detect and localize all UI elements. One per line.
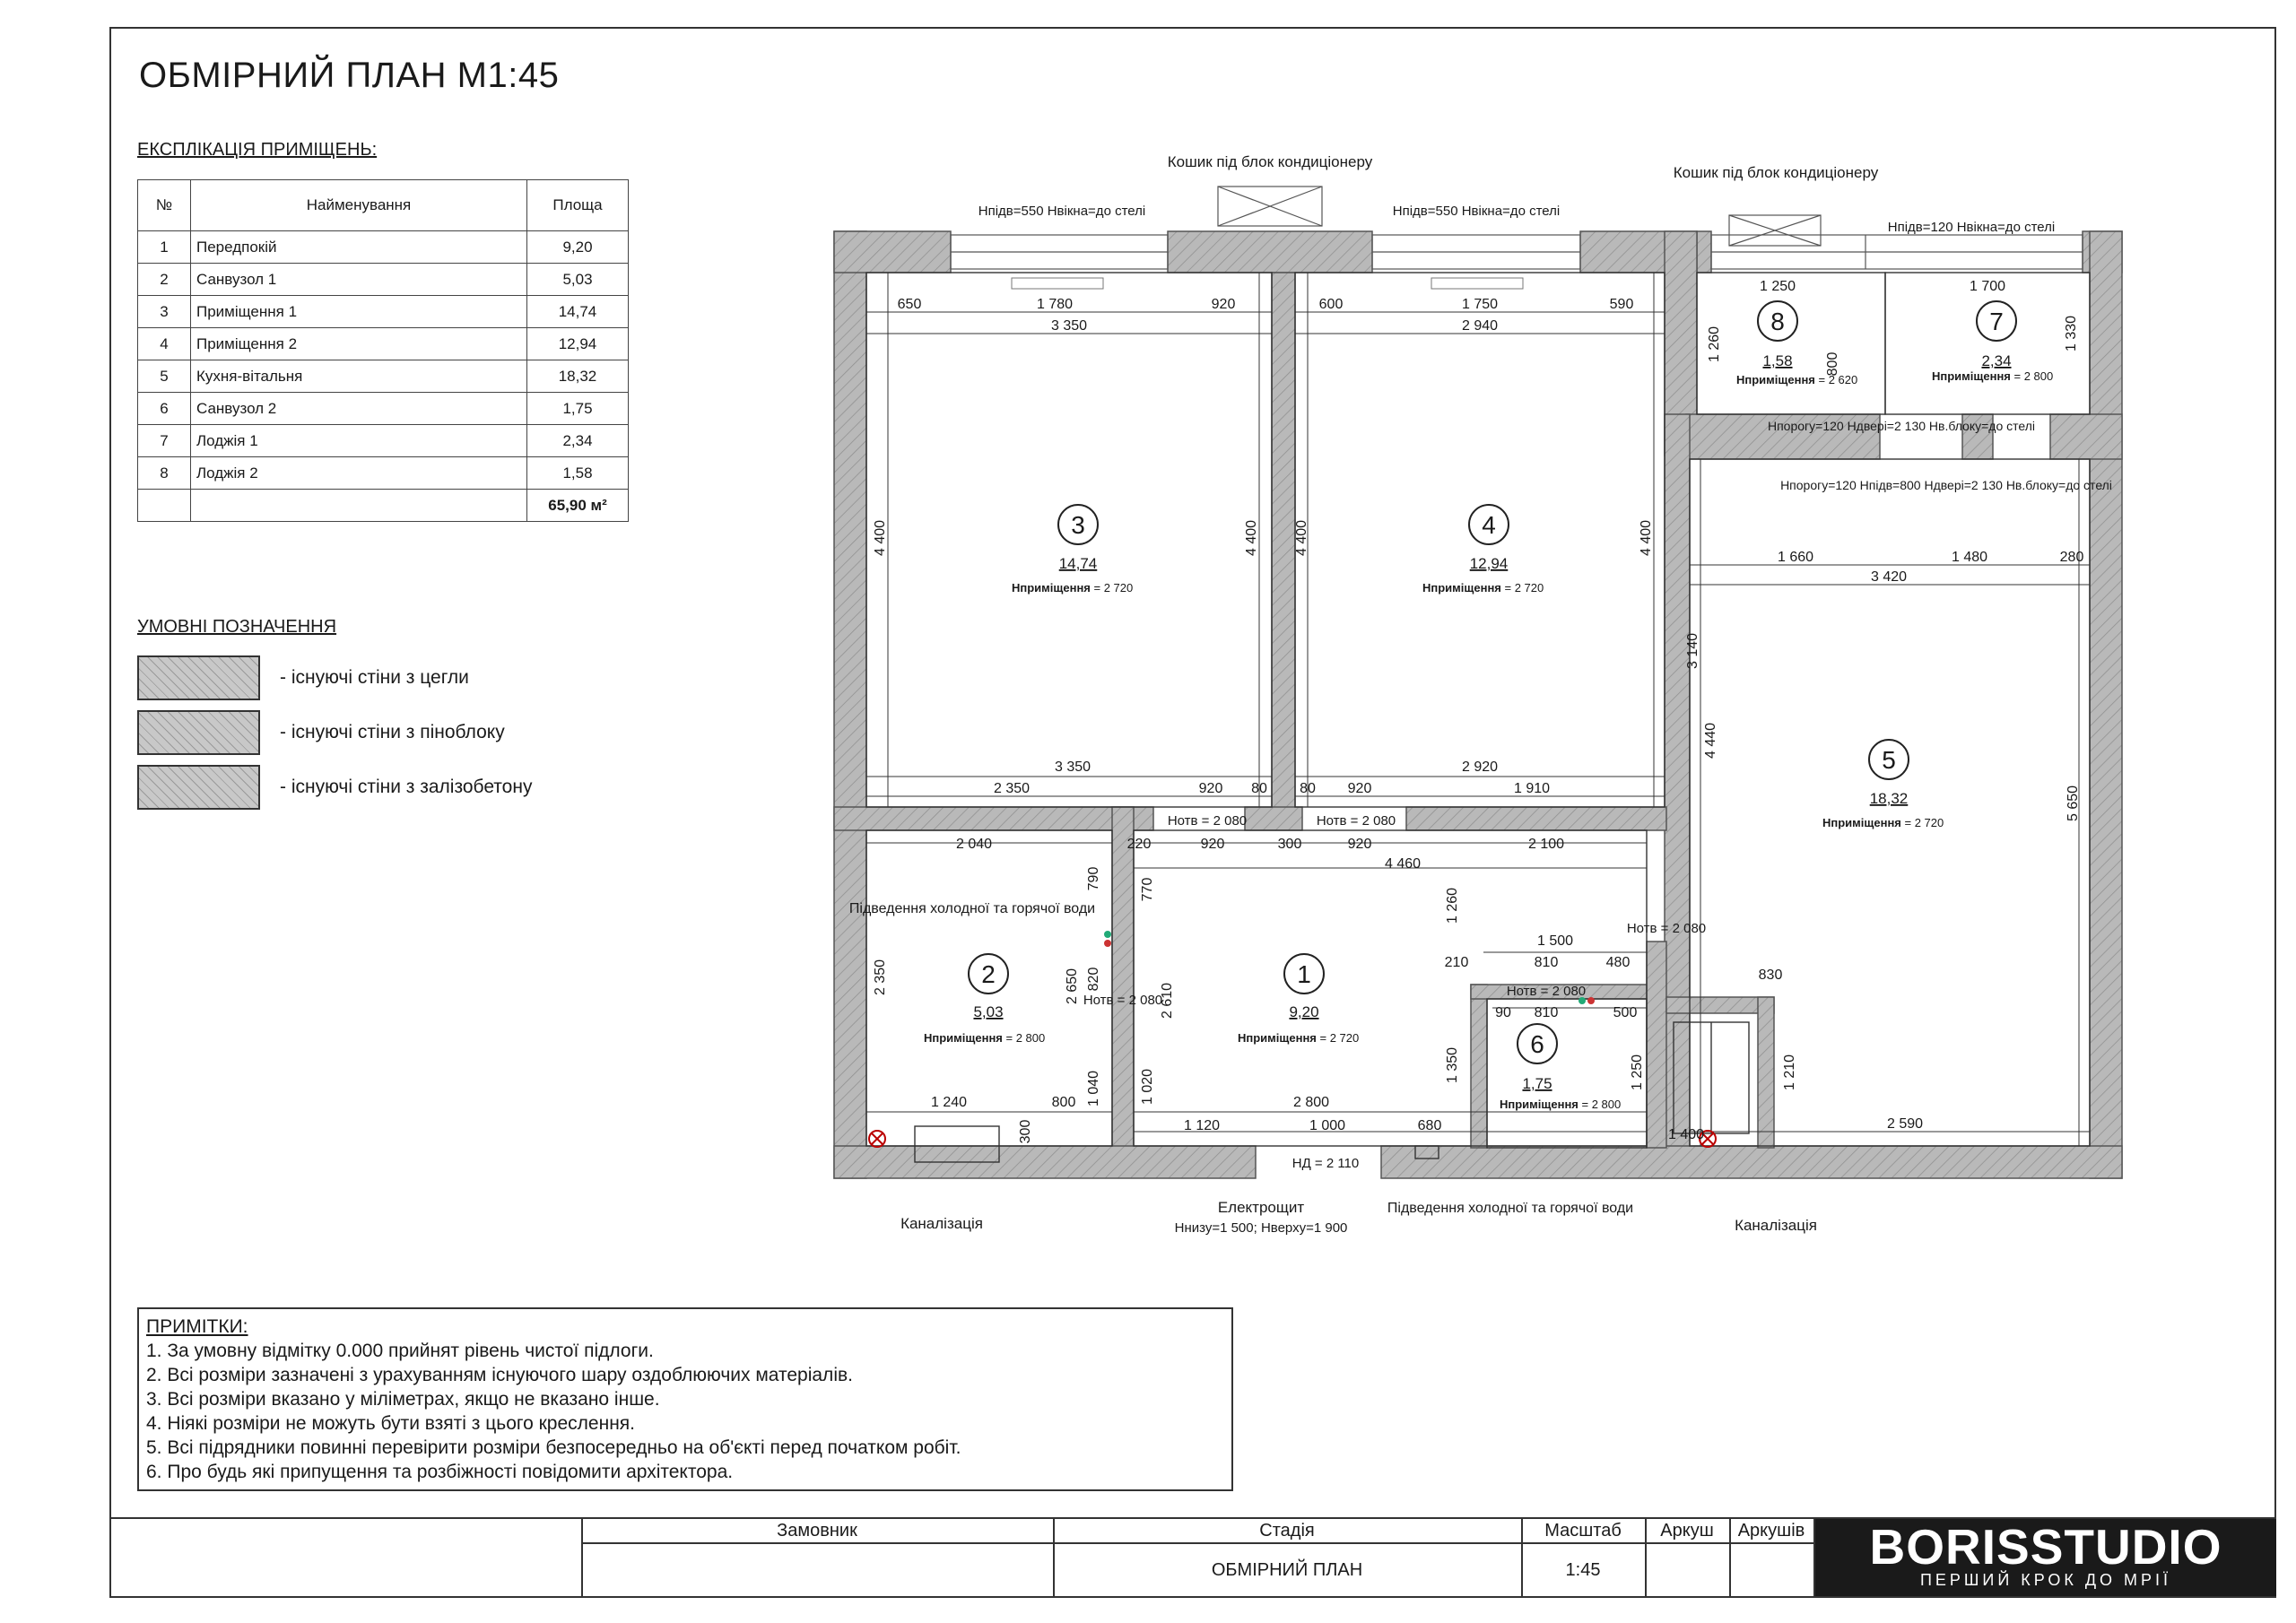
hot-water-icon: [1587, 997, 1595, 1004]
room-area: 1,75: [527, 393, 629, 425]
notes-box: [137, 1307, 1233, 1491]
electrical-panel-label: Електрощит: [1217, 1199, 1305, 1216]
radiator-icon: [1431, 278, 1523, 289]
stage-label: Стадія: [1259, 1521, 1315, 1541]
room-height-label: Hприміщення: [1822, 816, 1901, 829]
room-area-4: 12,94: [1469, 555, 1509, 572]
wall: [1245, 807, 1302, 830]
note-item: 6. Про будь які припущення та розбіжності повідомити архітектора.: [146, 1462, 734, 1482]
room-height-value: = 2 800: [1581, 1098, 1622, 1111]
dimension-label: 2 610: [1160, 982, 1175, 1020]
dimension-label: 1 260: [1707, 325, 1722, 363]
room-name: Передпокій: [191, 231, 527, 264]
dimension-label: 770: [1140, 877, 1155, 902]
dimension-label: 3 350: [1050, 318, 1088, 334]
dimension-label: 2 940: [1461, 318, 1499, 334]
room-number-4: 4: [1482, 511, 1496, 539]
wall: [1665, 414, 1690, 1176]
dimension-label: 4 400: [1639, 519, 1654, 557]
door-note: Hпорогу=120 Hдвері=2 130 Hв.блоку=до стелі: [1767, 419, 2036, 433]
dimension-label: 4 400: [1294, 519, 1309, 557]
room-number: 7: [138, 425, 191, 457]
dimension-label: 80: [1251, 781, 1267, 796]
note-item: 2. Всі розміри зазначені з урахуванням існуючого шару оздоблюючих матеріалів.: [146, 1365, 853, 1385]
room-height-label: Hприміщення: [1736, 373, 1815, 386]
ac-basket-note: Кошик під блок кондиціонеру: [1167, 153, 1373, 170]
customer-label: Замовник: [777, 1521, 857, 1541]
wall: [834, 231, 866, 1178]
explication-heading: ЕКСПЛІКАЦІЯ ПРИМІЩЕНЬ:: [137, 140, 378, 160]
dimension-label: 1 040: [1086, 1070, 1101, 1107]
scale-value: 1:45: [1565, 1560, 1601, 1580]
wall: [1647, 942, 1666, 1148]
dimension-label: 820: [1086, 967, 1101, 992]
dimension-label: 90: [1495, 1005, 1511, 1020]
room-height-value: = 2 620: [1818, 373, 1858, 386]
dimension-label: 920: [1200, 837, 1225, 852]
room-height-value: = 2 800: [1005, 1031, 1046, 1045]
brand-name: BORISSTUDIO: [1869, 1519, 2222, 1575]
wall: [1272, 273, 1295, 809]
studio-logo: [1815, 1519, 2276, 1596]
water-supply-note: Підведення холодної та горячої води: [848, 901, 1096, 916]
opening-note: Hотв = 2 080: [1626, 921, 1707, 936]
wall: [834, 231, 951, 273]
room-area: 9,20: [527, 231, 629, 264]
dimension-label: 480: [1605, 955, 1631, 970]
col-number-header: №: [138, 180, 191, 231]
opening-note: Hотв = 2 080: [1083, 993, 1163, 1008]
dimension-label: 220: [1126, 837, 1152, 852]
dimension-label: 2 040: [955, 837, 993, 852]
dimension-label: 300: [1018, 1119, 1033, 1144]
room-area: 1,58: [527, 457, 629, 490]
ac-basket-note: Кошик під блок кондиціонеру: [1673, 164, 1879, 181]
dimension-label: 1 210: [1782, 1054, 1797, 1091]
note-item: 3. Всі розміри вказано у міліметрах, якщо не вказано інше.: [146, 1389, 660, 1410]
room-area-3: 14,74: [1058, 555, 1098, 572]
room-number-1: 1: [1297, 960, 1311, 988]
dimension-label: 2 920: [1461, 759, 1499, 775]
dimension-label: 4 400: [873, 519, 888, 557]
room-area: 2,34: [527, 425, 629, 457]
door-note: Hпорогу=120 Hпідв=800 Hдвері=2 130 Hв.блоку=до стелі: [1780, 478, 2112, 492]
page-title: ОБМІРНИЙ ПЛАН М1:45: [139, 56, 560, 95]
dimension-label: 280: [2059, 550, 2084, 565]
cold-water-icon: [1104, 931, 1111, 938]
wall: [1406, 807, 1666, 830]
dimension-label: 2 350: [993, 781, 1031, 796]
room-6-outline: [1487, 999, 1647, 1148]
note-item: 4. Ніякі розміри не можуть бути взяті з цього креслення.: [146, 1413, 635, 1434]
room-area-7: 2,34: [1981, 352, 2012, 369]
legend-label: - існуючі стіни з піноблоку: [280, 722, 505, 742]
wall: [1168, 231, 1372, 273]
dimension-label: 920: [1198, 781, 1223, 796]
dimension-label: 300: [1277, 837, 1302, 852]
dimension-label: 810: [1534, 955, 1559, 970]
room-area-8: 1,58: [1762, 352, 1793, 369]
hot-water-icon: [1104, 940, 1111, 947]
wall: [834, 1146, 1256, 1178]
window-note: Hпідв=120 Hвікна=до стелі: [1887, 220, 2056, 235]
dimension-label: 2 800: [1292, 1095, 1330, 1110]
wall: [2050, 414, 2122, 459]
room-area: 5,03: [527, 264, 629, 296]
window-note: Hпідв=550 Hвікна=до стелі: [1392, 204, 1561, 219]
dimension-label: 800: [1825, 352, 1840, 377]
room-height-label: Hприміщення: [1012, 581, 1091, 595]
room-height-label: Hприміщення: [1238, 1031, 1317, 1045]
dimension-label: 2 590: [1886, 1116, 1924, 1132]
sheets-label: Аркушів: [1737, 1521, 1805, 1541]
radiator-icon: [1012, 278, 1103, 289]
electrical-panel-heights: Hнизу=1 500; Hверху=1 900: [1174, 1220, 1348, 1236]
wall: [2090, 231, 2122, 1178]
room-number: 2: [138, 264, 191, 296]
windows: [951, 235, 2083, 269]
room-name: Приміщення 2: [191, 328, 527, 360]
svg-text:Hприміщення = 2 720: [1822, 816, 1944, 829]
dimension-label: 3 420: [1870, 569, 1908, 585]
room-name: Кухня-вітальня: [191, 360, 527, 393]
dimension-label: 1 020: [1140, 1068, 1155, 1106]
dimension-label: 1 780: [1036, 297, 1074, 312]
room-height-value: = 2 720: [1904, 816, 1944, 829]
sewer-label: Каналізація: [900, 1215, 983, 1232]
dimension-label: 790: [1086, 866, 1101, 891]
dimension-label: 1 500: [1536, 933, 1574, 949]
note-item: 1. За умовну відмітку 0.000 прийнят рівень чистої підлоги.: [146, 1341, 654, 1361]
dimension-label: 1 400: [1667, 1127, 1705, 1142]
sheet-label: Аркуш: [1660, 1521, 1714, 1541]
note-item: 5. Всі підрядники повинні перевірити розміри безпосередньо на об'єкті перед початком робіт.: [146, 1437, 961, 1458]
opening-note: Hотв = 2 080: [1316, 813, 1396, 829]
svg-text:Hприміщення = 2 720: [1012, 581, 1133, 595]
dimension-label: 920: [1347, 781, 1372, 796]
room-number-3: 3: [1071, 511, 1085, 539]
dimension-label: 1 240: [930, 1095, 968, 1110]
dimension-label: 1 910: [1513, 781, 1551, 796]
room-area: 14,74: [527, 296, 629, 328]
dimension-label: 2 650: [1065, 968, 1080, 1005]
room-number-6: 6: [1530, 1030, 1544, 1058]
dimension-label: 1 120: [1183, 1118, 1221, 1133]
svg-text:Hприміщення = 2 720: [1238, 1031, 1359, 1045]
opening-note: Hотв = 2 080: [1167, 813, 1248, 829]
room-number-5: 5: [1882, 746, 1896, 774]
dimension-label: 2 100: [1527, 837, 1565, 852]
dimension-label: 4 440: [1703, 722, 1718, 759]
dimension-label: 210: [1444, 955, 1469, 970]
room-name: Приміщення 1: [191, 296, 527, 328]
notes-heading: ПРИМІТКИ:: [146, 1316, 248, 1337]
wall: [1112, 807, 1134, 1148]
room-area-5: 18,32: [1869, 790, 1909, 807]
room-area-1: 9,20: [1289, 1003, 1319, 1020]
dimension-label: 1 660: [1777, 550, 1814, 565]
dimension-label: 1 480: [1951, 550, 1988, 565]
wall: [834, 807, 1153, 830]
room-number: 4: [138, 328, 191, 360]
dimension-label: 2 350: [873, 959, 888, 996]
dimension-label: 810: [1534, 1005, 1559, 1020]
room-height-value: = 2 720: [1319, 1031, 1360, 1045]
room-height-label: Hприміщення: [1422, 581, 1501, 595]
entry-door-note: HД = 2 110: [1292, 1156, 1360, 1171]
col-name-header: Найменування: [191, 180, 527, 231]
room-number-2: 2: [981, 960, 996, 988]
opening-note: Hотв = 2 080: [1506, 984, 1587, 999]
room-number: 5: [138, 360, 191, 393]
dimension-label: 1 000: [1309, 1118, 1346, 1133]
room-name: Санвузол 1: [191, 264, 527, 296]
dimension-label: 830: [1758, 968, 1783, 983]
dimension-label: 4 400: [1244, 519, 1259, 557]
room-height-label: Hприміщення: [924, 1031, 1003, 1045]
dimension-label: 590: [1609, 297, 1634, 312]
window-note: Hпідв=550 Hвікна=до стелі: [978, 204, 1146, 219]
dimension-label: 3 140: [1685, 632, 1700, 670]
dimension-label: 80: [1300, 781, 1316, 796]
dimension-label: 3 350: [1054, 759, 1091, 775]
sewer-label: Каналізація: [1735, 1217, 1817, 1234]
dimension-label: 600: [1318, 297, 1344, 312]
room-number-7: 7: [1989, 308, 2004, 335]
room-number: 3: [138, 296, 191, 328]
stage-value: ОБМІРНИЙ ПЛАН: [1211, 1560, 1363, 1580]
total-area: 65,90 м²: [527, 490, 629, 522]
legend-label: - існуючі стіни з цегли: [280, 667, 469, 688]
dimension-label: 500: [1613, 1005, 1638, 1020]
room-height-value: = 2 720: [1093, 581, 1134, 595]
room-name: Лоджія 2: [191, 457, 527, 490]
dimension-label: 1 250: [1630, 1054, 1645, 1091]
wall: [1758, 997, 1774, 1148]
room-area-2: 5,03: [973, 1003, 1004, 1020]
dimension-label: 4 460: [1384, 856, 1422, 872]
room-4-outline: [1295, 273, 1665, 807]
svg-text:Hприміщення = 2 800: [924, 1031, 1045, 1045]
room-area: 12,94: [527, 328, 629, 360]
dimension-label: 680: [1417, 1118, 1442, 1133]
room-3-outline: [866, 273, 1272, 807]
room-number-8: 8: [1770, 308, 1785, 335]
dimension-label: 1 750: [1461, 297, 1499, 312]
dimension-label: 5 650: [2066, 785, 2081, 822]
room-area: 18,32: [527, 360, 629, 393]
dimension-label: 1 700: [1969, 279, 2006, 294]
room-number: 1: [138, 231, 191, 264]
legend-heading: УМОВНІ ПОЗНАЧЕННЯ: [137, 617, 337, 637]
brand-slogan: ПЕРШИЙ КРОК ДО МРІЇ: [1919, 1571, 2172, 1589]
svg-text:Hприміщення = 2 800: [1500, 1098, 1621, 1111]
dimension-label: 650: [897, 297, 922, 312]
wall: [1471, 985, 1487, 1148]
room-area-6: 1,75: [1522, 1075, 1552, 1092]
wall: [1697, 231, 1711, 273]
dimension-label: 1 250: [1759, 279, 1796, 294]
room-height-value: = 2 720: [1504, 581, 1544, 595]
room-height-label: Hприміщення: [1932, 369, 2011, 383]
dimension-label: 1 350: [1445, 1046, 1460, 1084]
svg-text:Hприміщення = 2 720: [1422, 581, 1544, 595]
dimension-label: 1 330: [2064, 315, 2079, 352]
dimension-label: 920: [1211, 297, 1236, 312]
dimension-label: 920: [1347, 837, 1372, 852]
room-name: Санвузол 2: [191, 393, 527, 425]
col-area-header: Площа: [527, 180, 629, 231]
dimension-label: 800: [1051, 1095, 1076, 1110]
room-height-value: = 2 800: [2013, 369, 2054, 383]
scale-label: Масштаб: [1544, 1521, 1622, 1541]
room-height-label: Hприміщення: [1500, 1098, 1578, 1111]
dimension-label: 1 260: [1445, 887, 1460, 924]
room-number: 6: [138, 393, 191, 425]
svg-text:Hприміщення = 2 800: [1932, 369, 2053, 383]
wall: [1381, 1146, 2122, 1178]
room-name: Лоджія 1: [191, 425, 527, 457]
room-number: 8: [138, 457, 191, 490]
legend-label: - існуючі стіни з залізобетону: [280, 777, 533, 797]
water-supply-note: Підведення холодної та горячої води: [1387, 1201, 1634, 1216]
